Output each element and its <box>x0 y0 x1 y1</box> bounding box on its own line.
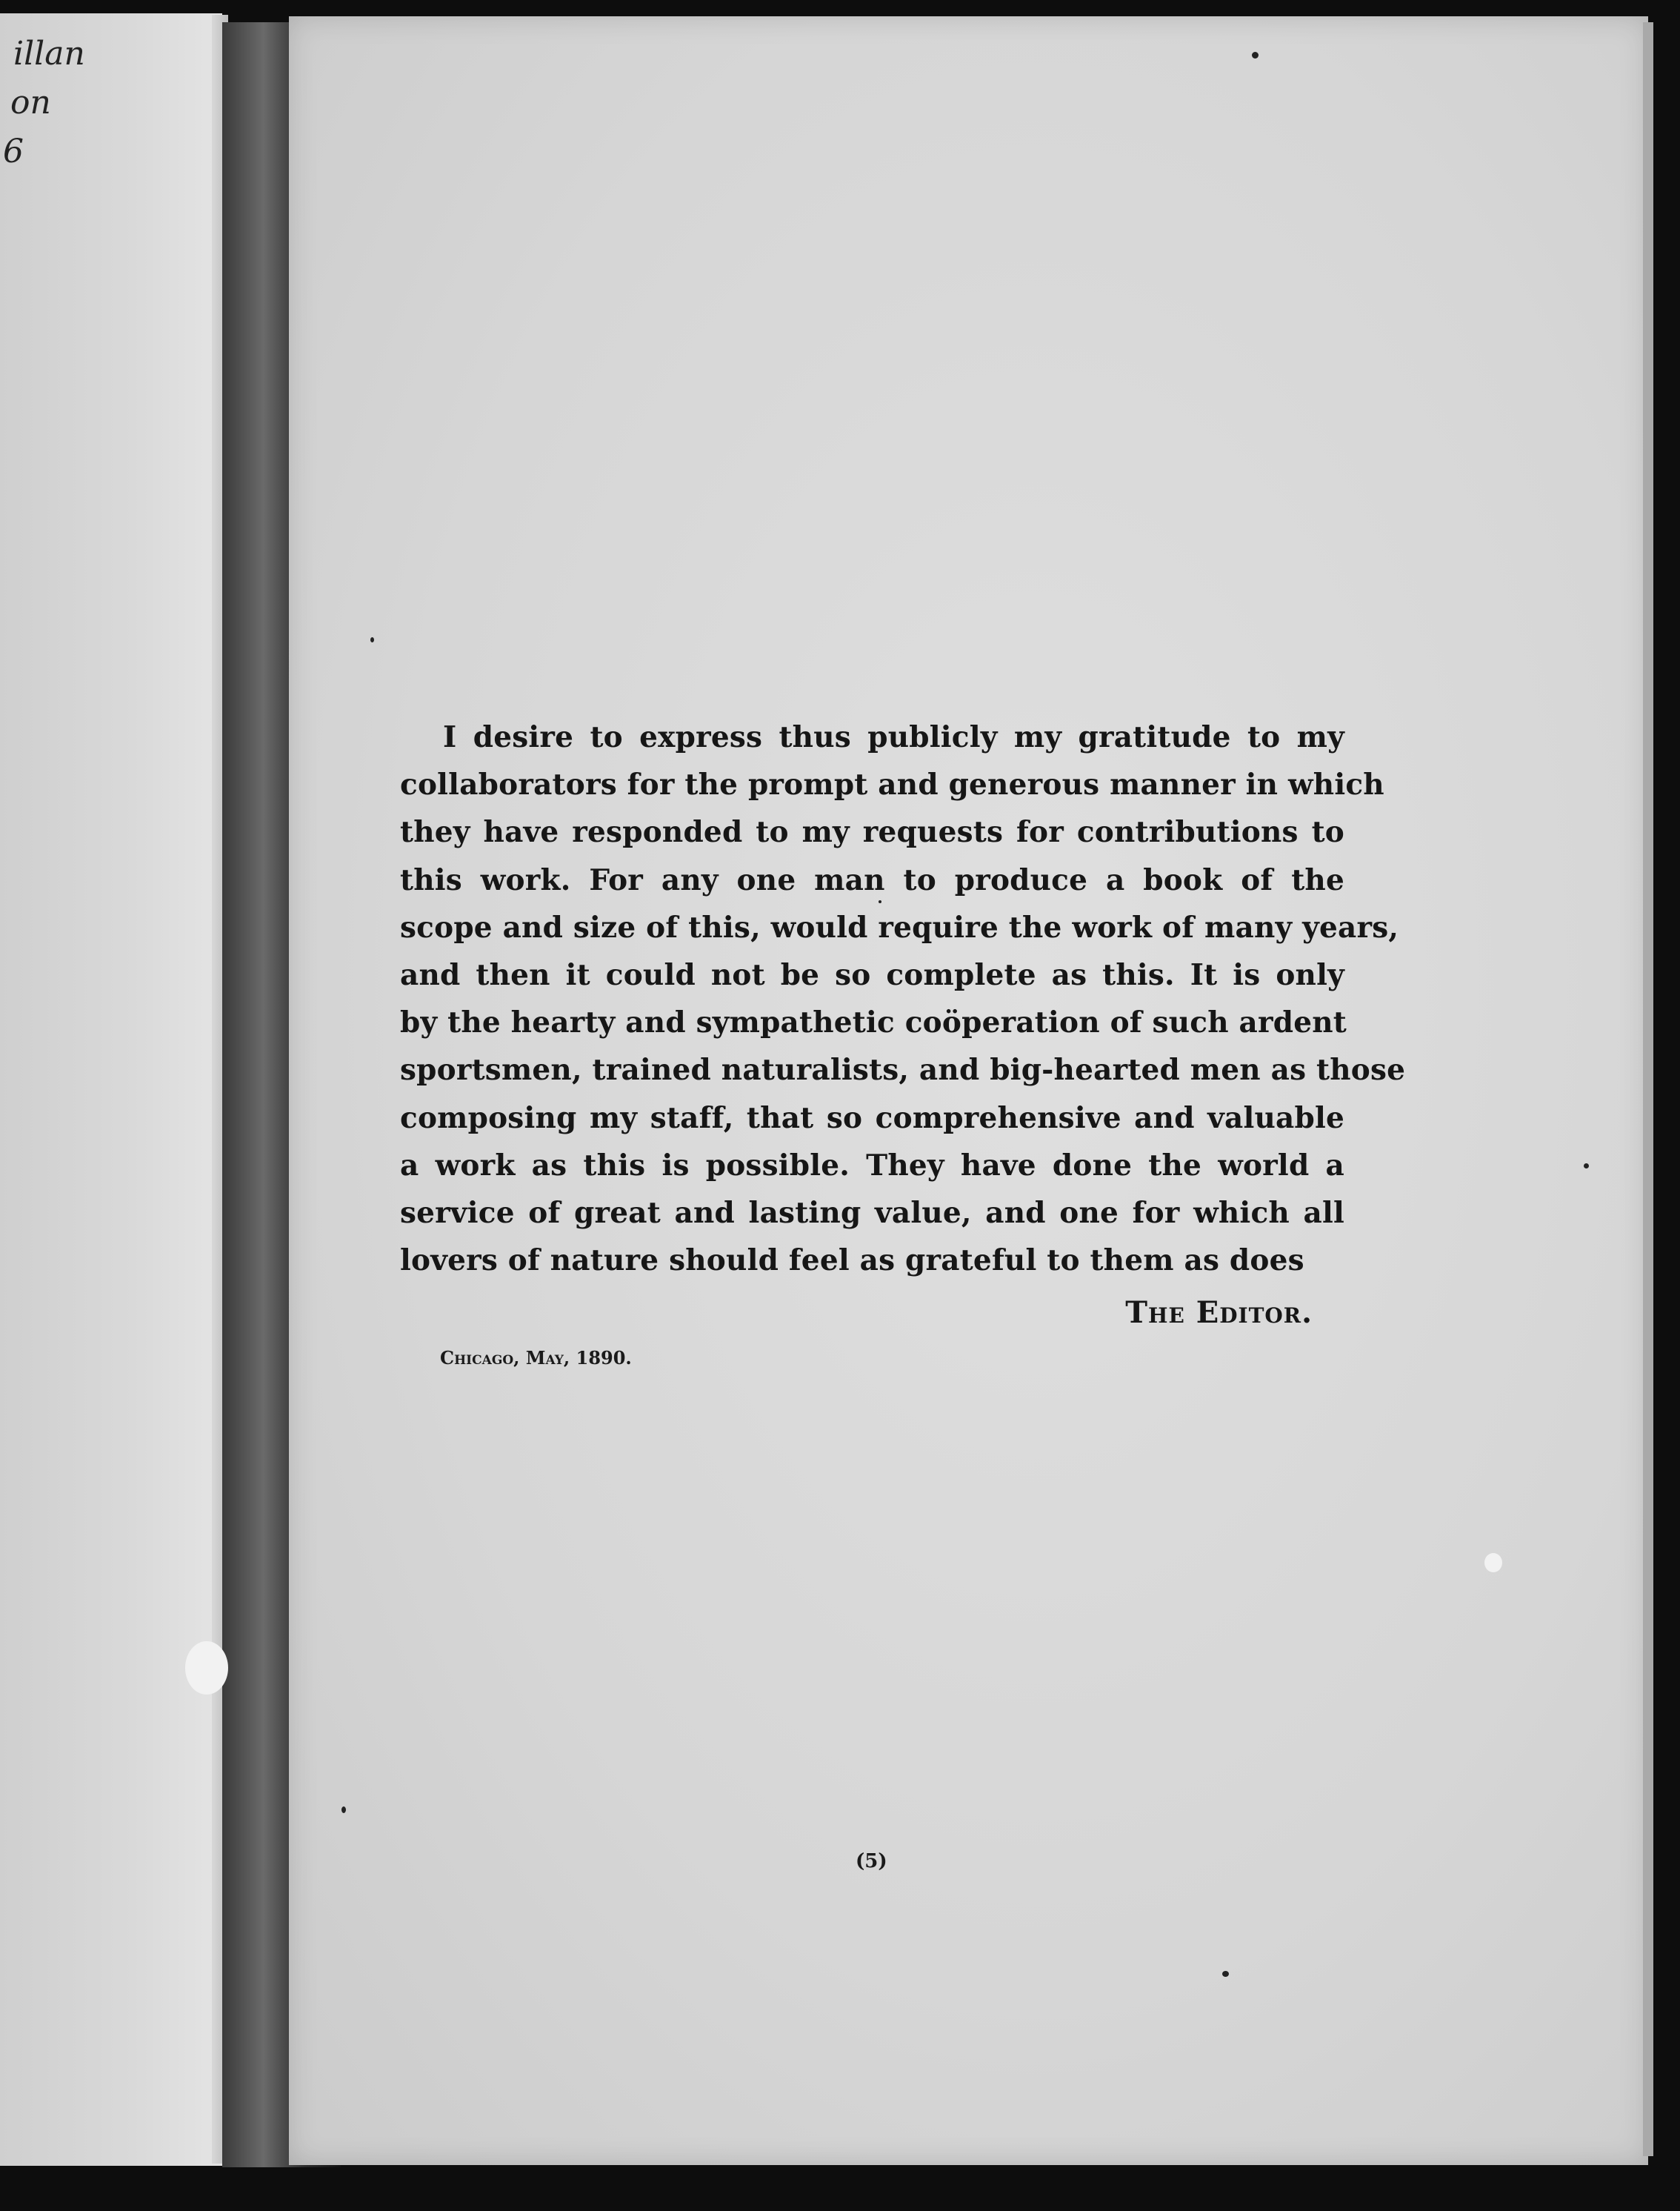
text-line: composing my staff, that so comprehensive and valuable <box>400 1100 1344 1135</box>
handwritten-annotation <box>0 30 96 176</box>
scan-speck <box>341 1806 346 1813</box>
text-line: they have responded to my requests for contributions to <box>400 815 1344 850</box>
scan-speck <box>879 900 881 903</box>
text-line: a work as this is possible. They have done the world a <box>400 1148 1344 1183</box>
text-line: by the hearty and sympathetic coöperation of such ardent <box>400 1005 1347 1040</box>
text-line: service of great and lasting value, and one for which all <box>400 1196 1344 1231</box>
handwritten-fragment: on <box>10 84 51 122</box>
scan-speck <box>1584 1163 1589 1168</box>
text-line: lovers of nature should feel as grateful to them as does <box>400 1243 1304 1278</box>
text-line: collaborators for the prompt and generous manner in which <box>400 768 1384 802</box>
scan-speck <box>370 637 374 642</box>
acknowledgement-paragraph <box>400 714 1406 1284</box>
page-edge <box>1643 22 1653 2156</box>
text-line: scope and size of this, would require the work of many years, <box>400 910 1399 945</box>
text-line: and then it could not be so complete as this. It is only <box>400 958 1344 993</box>
scan-speck <box>1222 1971 1229 1977</box>
handwritten-fragment: illan <box>13 35 85 73</box>
scan-speck <box>1252 52 1259 59</box>
facing-page <box>0 13 222 2166</box>
handwritten-fragment: 6 <box>3 133 24 170</box>
place-date: Chicago, May, 1890. <box>440 1347 632 1369</box>
scan-speck <box>185 1641 228 1695</box>
text-line: I desire to express thus publicly my gratitude to my <box>443 720 1344 754</box>
text-line: sportsmen, trained naturalists, and big-hearted men as those <box>400 1053 1406 1088</box>
signature: The Editor. <box>1125 1295 1313 1330</box>
page-number: (5) <box>856 1850 887 1872</box>
scan-speck <box>1484 1553 1502 1572</box>
text-line: this work. For any one man to produce a book of the <box>400 862 1344 897</box>
